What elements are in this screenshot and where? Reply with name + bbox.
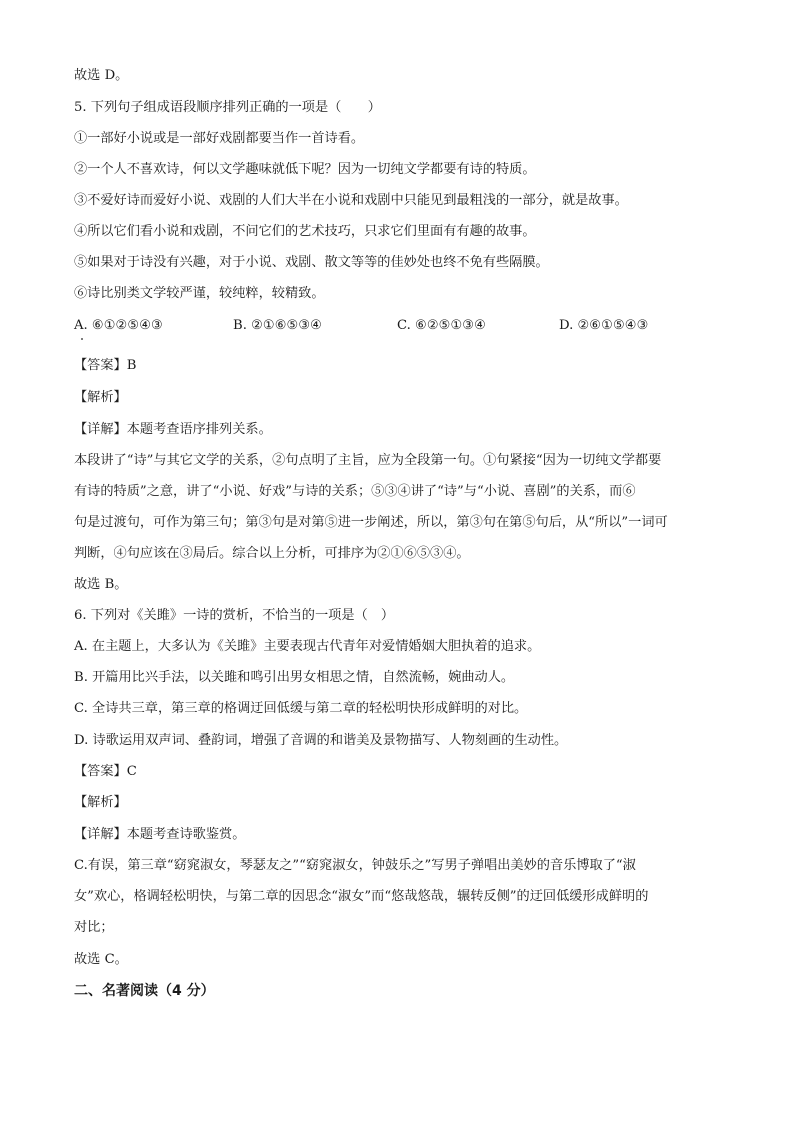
sentence-1: ①一部好小说或是一部好戏剧都要当作一首诗看。 xyxy=(74,131,365,146)
option-d: D. ②⑥①⑤④③ xyxy=(559,318,649,333)
text-line: 故选 D。 xyxy=(74,68,129,83)
option-a: A. ⑥①②⑤④③ xyxy=(74,318,163,333)
answer-label: 【答案】B xyxy=(74,358,137,373)
explanation-line: 本段讲了“诗”与其它文学的关系，②句点明了主旨，应为全段第一句。①句紧接“因为一切纯文学都要 xyxy=(74,453,662,468)
explanation-line: 有诗的特质”之意，讲了“小说、好戏”与诗的关系；⑤③④讲了“诗”与“小说、喜剧”的关系，而⑥ xyxy=(74,484,636,499)
option-b: B. ②①⑥⑤③④ xyxy=(233,318,323,333)
section-heading: 二、名著阅读（4 分） xyxy=(74,983,215,999)
sentence-5: ⑤如果对于诗没有兴趣，对于小说、戏剧、散文等等的佳妙处也终不免有些隔膜。 xyxy=(74,255,549,270)
sentence-6: ⑥诗比别类文学较严谨，较纯粹，较精致。 xyxy=(74,286,325,301)
explanation-line: C.有误，第三章“窈窕淑女，琴瑟友之”“窈窕淑女，钟鼓乐之”写男子弹唱出美妙的音乐博取了“淑 xyxy=(74,858,636,873)
option-b: B. 开篇用比兴手法，以关雎和鸣引出男女相思之情，自然流畅，婉曲动人。 xyxy=(74,670,515,685)
sentence-4: ④所以它们看小说和戏剧，不问它们的艺术技巧，只求它们里面有有趣的故事。 xyxy=(74,224,536,239)
option-a: A. 在主题上，大多认为《关雎》主要表现古代青年对爱情婚姻大胆执着的追求。 xyxy=(74,639,541,654)
text-line: 故选 B。 xyxy=(74,577,128,592)
explanation-line: 对比； xyxy=(74,920,114,935)
question-5-stem: 5. 下列句子组成语段顺序排列正确的一项是（ ） xyxy=(74,100,381,115)
analysis-label: 【解析】 xyxy=(74,795,127,810)
option-c: C. ⑥②⑤①③④ xyxy=(397,318,486,333)
answer-label: 【答案】C xyxy=(74,764,137,779)
mark-dot xyxy=(81,338,83,340)
explanation-line: 女”欢心，格调轻松明快，与第二章的因思念“淑女”而“悠哉悠哉，辗转反侧”的迂回低缓形成鲜明的 xyxy=(74,889,649,904)
explanation-line: 判断，④句应该在③局后。综合以上分析，可排序为②①⑥⑤③④。 xyxy=(74,546,470,561)
option-d: D. 诗歌运用双声词、叠韵词，增强了音调的和谐美及景物描写、人物刻画的生动性。 xyxy=(74,733,568,748)
text-line: 故选 C。 xyxy=(74,952,128,967)
sentence-3: ③不爱好诗而爱好小说、戏剧的人们大半在小说和戏剧中只能见到最粗浅的一部分，就是故事。 xyxy=(74,193,628,208)
explanation-line: 句是过渡句，可作为第三句；第③句是对第⑤进一步阐述，所以，第③句在第⑤句后，从“所以”一词可 xyxy=(74,515,668,530)
detail-label: 【详解】本题考查诗歌鉴赏。 xyxy=(74,827,246,842)
sentence-2: ②一个人不喜欢诗，何以文学趣味就低下呢？因为一切纯文学都要有诗的特质。 xyxy=(74,162,536,177)
question-6-stem: 6. 下列对《关雎》一诗的赏析，不恰当的一项是（ ） xyxy=(74,608,395,623)
detail-label: 【详解】本题考查语序排列关系。 xyxy=(74,422,272,437)
option-c: C. 全诗共三章，第三章的格调迂回低缓与第二章的轻松明快形成鲜明的对比。 xyxy=(74,701,528,716)
analysis-label: 【解析】 xyxy=(74,390,127,405)
